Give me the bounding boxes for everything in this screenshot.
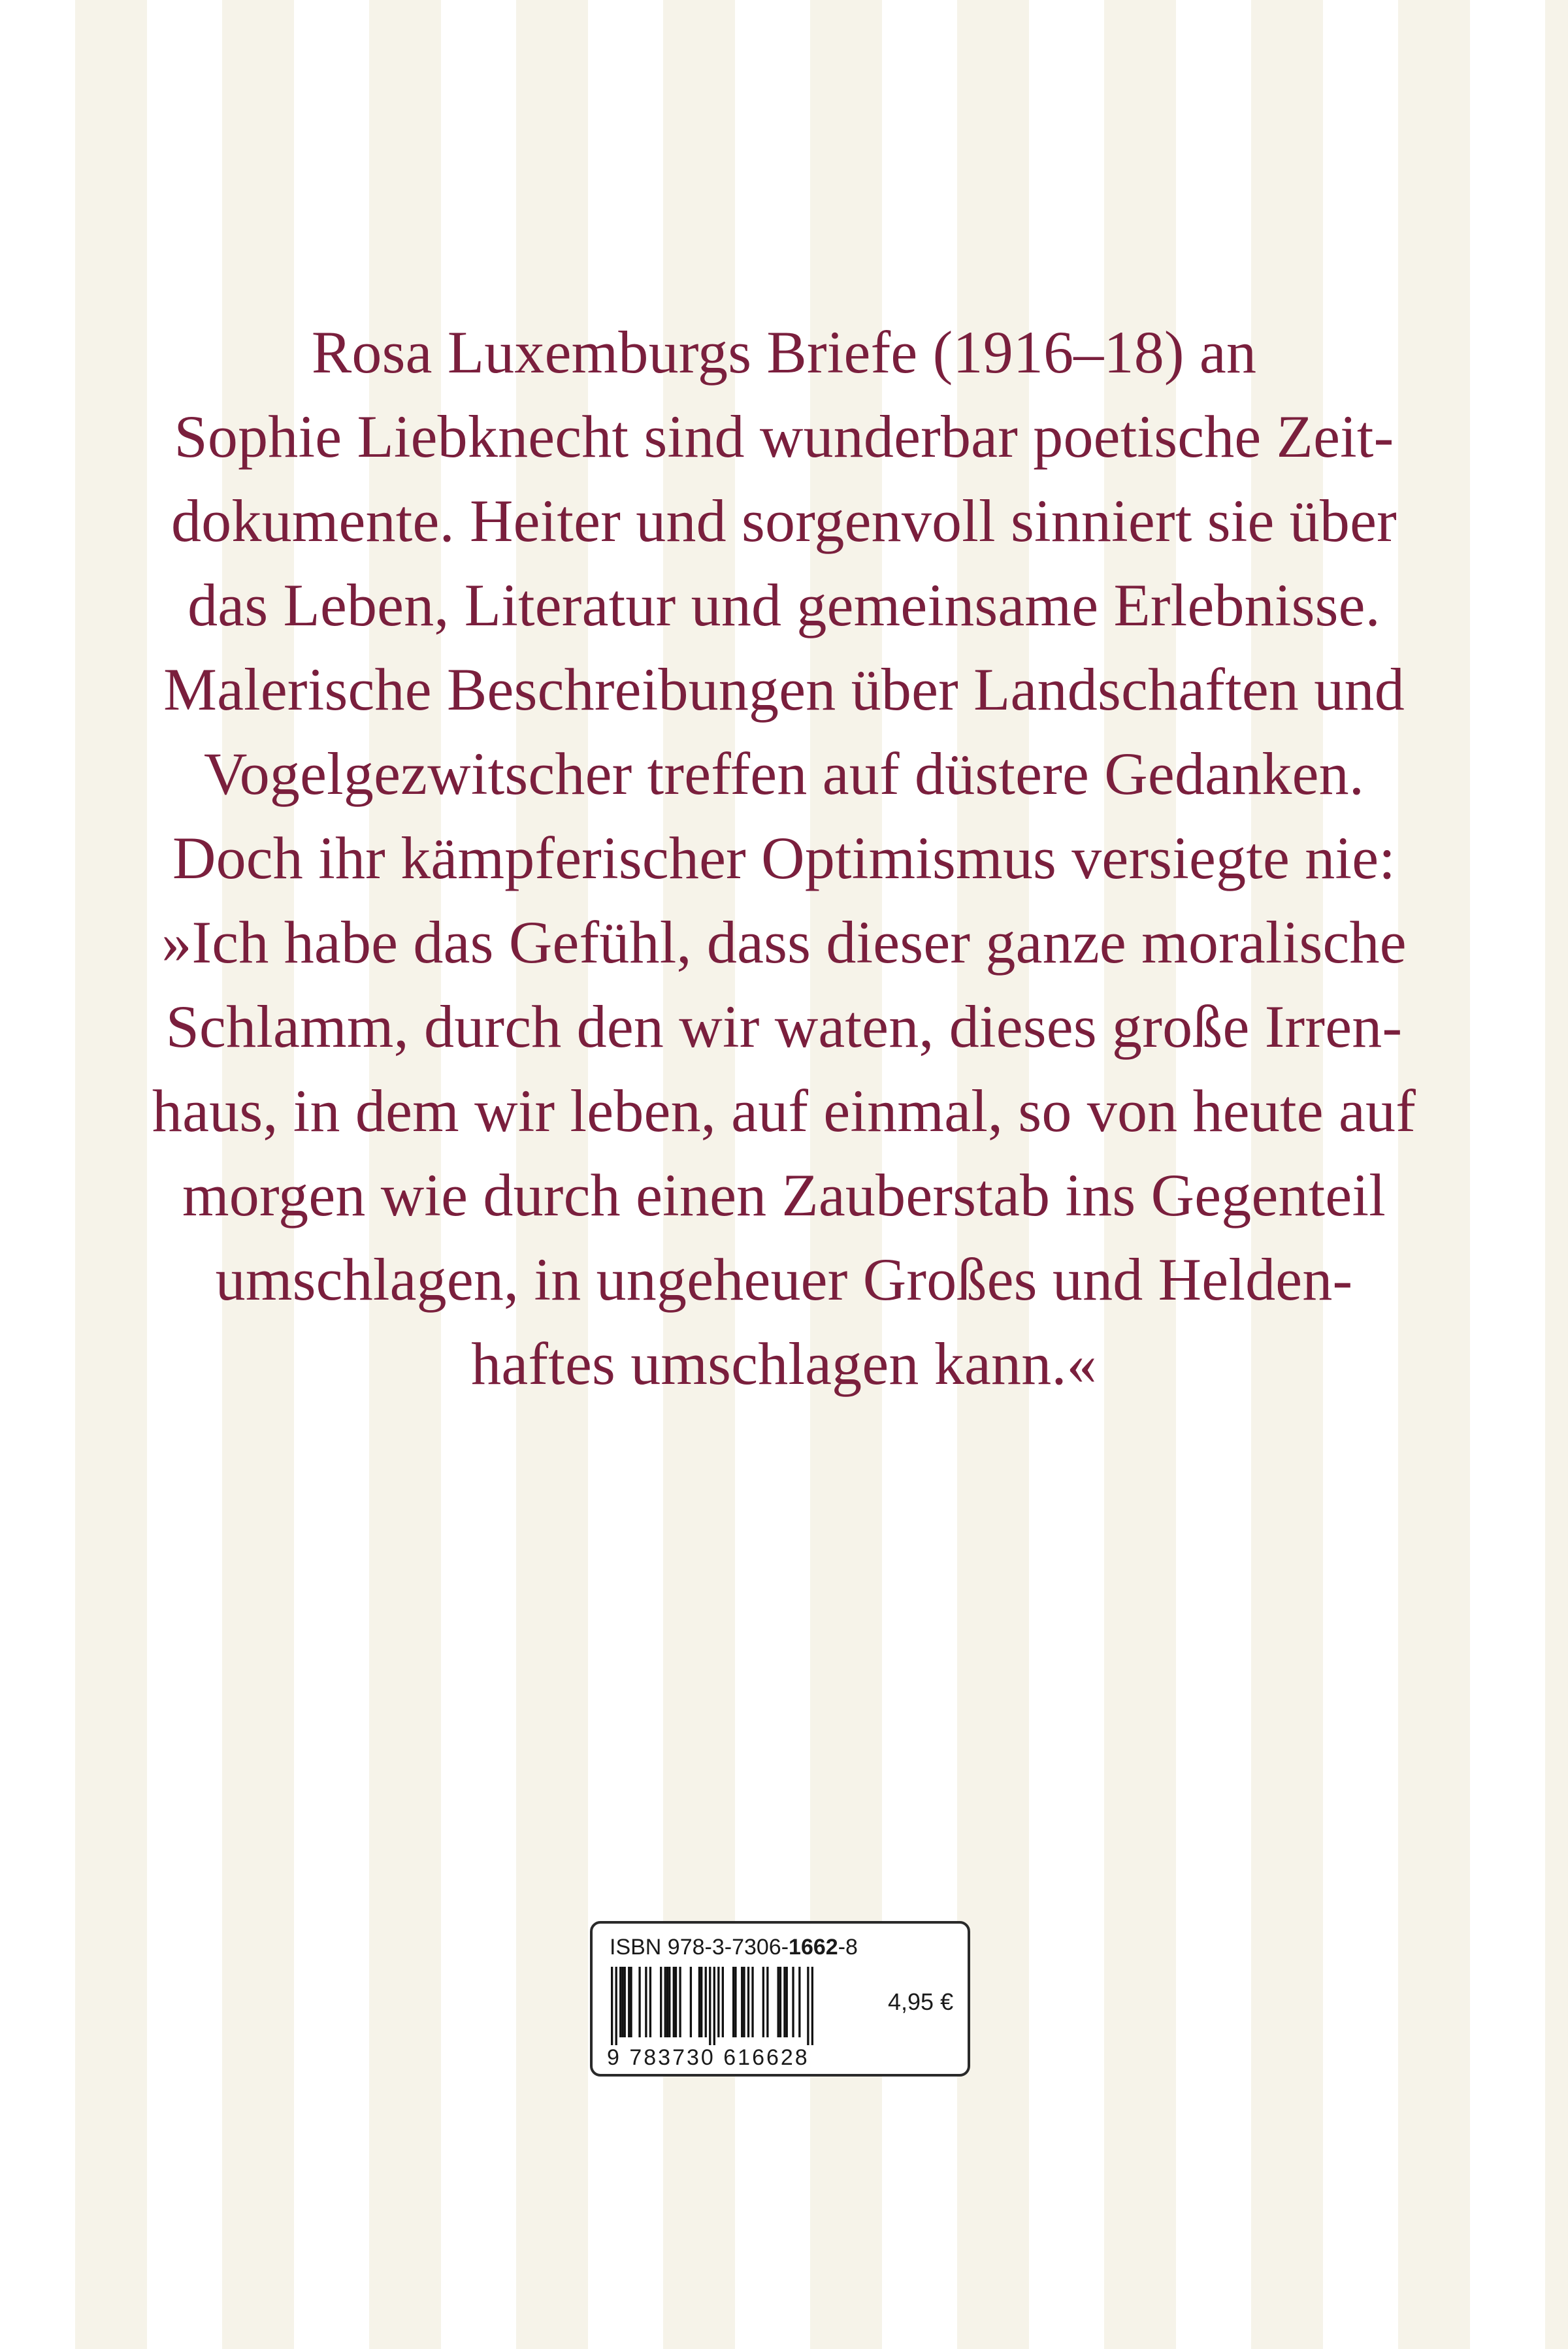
blurb-line: morgen wie durch einen Zauberstab ins Gegenteil xyxy=(182,1162,1386,1228)
barcode-bar xyxy=(734,1967,736,2037)
blurb-line: »Ich habe das Gefühl, dass dieser ganze moralische xyxy=(161,909,1407,976)
barcode-bar xyxy=(713,1967,715,2045)
barcode-bar xyxy=(717,1967,719,2037)
barcode-bar xyxy=(673,1967,675,2037)
barcode-bar xyxy=(792,1967,794,2037)
blurb-line: dokumente. Heiter und sorgenvoll sinniert sie über xyxy=(171,487,1397,554)
barcode-bar xyxy=(675,1967,677,2037)
blurb-line: Doch ihr kämpferischer Optimismus versiegte nie: xyxy=(172,825,1396,891)
barcode-bar xyxy=(811,1967,813,2045)
barcode-bar xyxy=(777,1967,779,2037)
barcode-bar xyxy=(668,1967,670,2037)
isbn-suffix: -8 xyxy=(838,1935,858,1960)
barcode-bar xyxy=(762,1967,764,2037)
blurb-line: Rosa Luxemburgs Briefe (1916–18) an xyxy=(311,319,1257,386)
barcode-bar xyxy=(649,1967,651,2037)
barcode-bar xyxy=(621,1967,623,2037)
isbn-number xyxy=(610,1934,858,1960)
barcode-bar xyxy=(666,1967,668,2037)
barcode-bar xyxy=(611,1967,613,2045)
barcode-bar xyxy=(638,1967,640,2037)
barcode-bar xyxy=(709,1967,711,2045)
barcode-bar xyxy=(690,1967,692,2037)
barcode-bar xyxy=(645,1967,647,2037)
blurb-text xyxy=(105,310,1463,1406)
barcode-bar xyxy=(615,1967,617,2045)
blurb-line: haus, in dem wir leben, auf einmal, so von heute auf xyxy=(152,1077,1416,1144)
barcode-bar xyxy=(747,1967,749,2037)
ean-digits: 9 783730 616628 xyxy=(607,2045,809,2070)
barcode-bar xyxy=(783,1967,785,2037)
blurb-line: Sophie Liebknecht sind wunderbar poetische Zeit- xyxy=(174,403,1394,470)
blurb-line: haftes umschlagen kann.« xyxy=(471,1330,1097,1397)
barcode-bar xyxy=(628,1967,630,2037)
price-label: 4,95 € xyxy=(888,1988,954,2015)
barcode-bar xyxy=(722,1967,724,2037)
barcode-bar xyxy=(619,1967,621,2037)
barcode-graphic xyxy=(611,1967,813,2045)
barcode-bar xyxy=(660,1967,662,2037)
barcode-bar xyxy=(732,1967,734,2037)
barcode-bar xyxy=(786,1967,788,2037)
blurb-line: Malerische Beschreibungen über Landschaften und xyxy=(163,656,1405,723)
barcode-bar xyxy=(664,1967,666,2037)
blurb-line: Vogelgezwitscher treffen auf düstere Gedanken. xyxy=(203,740,1365,807)
barcode-bar xyxy=(679,1967,681,2037)
barcode-bar xyxy=(766,1967,768,2037)
barcode-bar xyxy=(698,1967,700,2037)
blurb-line: Schlamm, durch den wir waten, dieses große Irren- xyxy=(165,993,1403,1060)
barcode-bar xyxy=(624,1967,626,2037)
barcode-bar xyxy=(751,1967,753,2037)
blurb-line: umschlagen, in ungeheuer Großes und Helden- xyxy=(215,1246,1353,1313)
barcode-bar xyxy=(807,1967,809,2045)
isbn-prefix: ISBN 978-3-7306- xyxy=(610,1935,789,1960)
isbn-barcode-label xyxy=(590,1921,970,2077)
barcode-bar xyxy=(700,1967,702,2037)
barcode-bar xyxy=(743,1967,745,2037)
isbn-bold-part: 1662 xyxy=(789,1935,838,1960)
barcode-bar xyxy=(779,1967,781,2037)
blurb-line: das Leben, Literatur und gemeinsame Erlebnisse. xyxy=(188,572,1380,638)
barcode-bar xyxy=(741,1967,743,2037)
barcode-bar xyxy=(705,1967,707,2037)
barcode-bar xyxy=(630,1967,632,2037)
barcode-bar xyxy=(798,1967,800,2037)
